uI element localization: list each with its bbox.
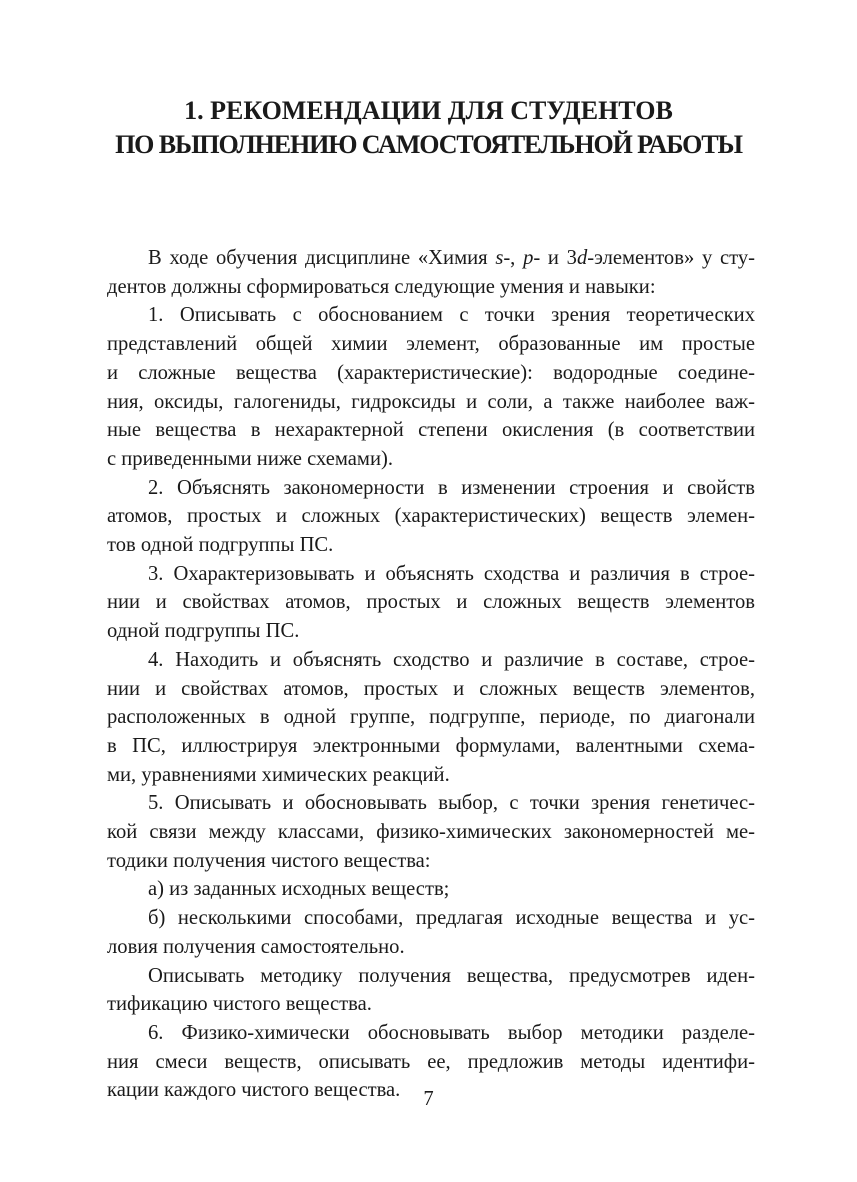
paragraph-line: тификацию чистого вещества.	[107, 993, 372, 1016]
document-body	[107, 244, 755, 1105]
item-5a-paragraph	[107, 875, 755, 904]
paragraph-line: в ПС, иллюстрируя электронными формулами, валентными схема-	[107, 734, 755, 757]
title-line-2: ПО ВЫПОЛНЕНИЮ САМОСТОЯТЕЛЬНОЙ РАБОТЫ	[115, 130, 742, 159]
paragraph-line: ные вещества в нехарактерной степени окисления (в соответствии	[107, 419, 755, 442]
paragraph-line: и сложные вещества (характеристические): водородные соедине-	[107, 361, 755, 384]
paragraph-line: одной подгруппы ПС.	[107, 620, 300, 643]
paragraph-line: нии и свойствах атомов, простых и сложных веществ элементов,	[107, 677, 755, 700]
paragraph-line: нии и свойствах атомов, простых и сложных веществ элементов	[107, 591, 755, 614]
paragraph-line: а) из заданных исходных веществ;	[148, 878, 450, 901]
paragraph-line: ловия получения самостоятельно.	[107, 935, 405, 958]
item-4-paragraph	[107, 646, 755, 790]
paragraph-line: 4. Находить и объяснять сходство и различие в составе, строе-	[148, 648, 755, 671]
item-5b-paragraph	[107, 904, 755, 961]
paragraph-line: ми, уравнениями химических реакций.	[107, 763, 450, 786]
paragraph-line: ния смеси веществ, описывать ее, предложив методы идентифи-	[107, 1050, 755, 1073]
page-number: 7	[423, 1088, 434, 1110]
paragraph-line: расположенных в одной группе, подгруппе, периоде, по диагонали	[107, 706, 755, 729]
paragraph-line: 6. Физико-химически обосновывать выбор методики разделе-	[148, 1021, 755, 1044]
paragraph-line: ния, оксиды, галогениды, гидроксиды и соли, а также наиболее важ-	[107, 390, 755, 413]
title-line-1: 1. РЕКОМЕНДАЦИИ ДЛЯ СТУДЕНТОВ	[184, 96, 673, 125]
paragraph-line: 2. Объяснять закономерности в изменении строения и свойств	[148, 476, 755, 499]
paragraph-line: атомов, простых и сложных (характеристических) веществ элемен-	[107, 505, 755, 528]
item-2-paragraph	[107, 474, 755, 560]
intro-paragraph	[107, 244, 755, 301]
paragraph-line: представлений общей химии элемент, образованные им простые	[107, 333, 755, 356]
paragraph-line: б) несколькими способами, предлагая исходные вещества и ус-	[148, 907, 755, 930]
paragraph-line: 3. Охарактеризовывать и объяснять сходства и различия в строе-	[148, 562, 755, 585]
paragraph-line: кации каждого чистого вещества.	[107, 1079, 401, 1102]
paragraph-line: 1. Описывать с обоснованием с точки зрения теоретических	[148, 304, 755, 327]
page-title	[90, 94, 767, 162]
item-3-paragraph	[107, 560, 755, 646]
paragraph-line: с приведенными ниже схемами).	[107, 447, 393, 470]
method-paragraph	[107, 962, 755, 1019]
item-5-paragraph	[107, 789, 755, 875]
intro-line-2: дентов должны сформироваться следующие умения и навыки:	[107, 275, 656, 298]
intro-line-1: В ходе обучения дисциплине «Химия s-, p- и 3d-элементов» у сту-	[148, 247, 755, 269]
paragraph-line: 5. Описывать и обосновывать выбор, с точки зрения генетичес-	[148, 792, 755, 815]
item-1-paragraph	[107, 301, 755, 473]
paragraph-line: тов одной подгруппы ПС.	[107, 534, 334, 557]
paragraph-line: кой связи между классами, физико-химических закономерностей ме-	[107, 821, 755, 844]
paragraph-line: Описывать методику получения вещества, предусмотрев иден-	[148, 964, 755, 987]
paragraph-line: тодики получения чистого вещества:	[107, 849, 431, 872]
